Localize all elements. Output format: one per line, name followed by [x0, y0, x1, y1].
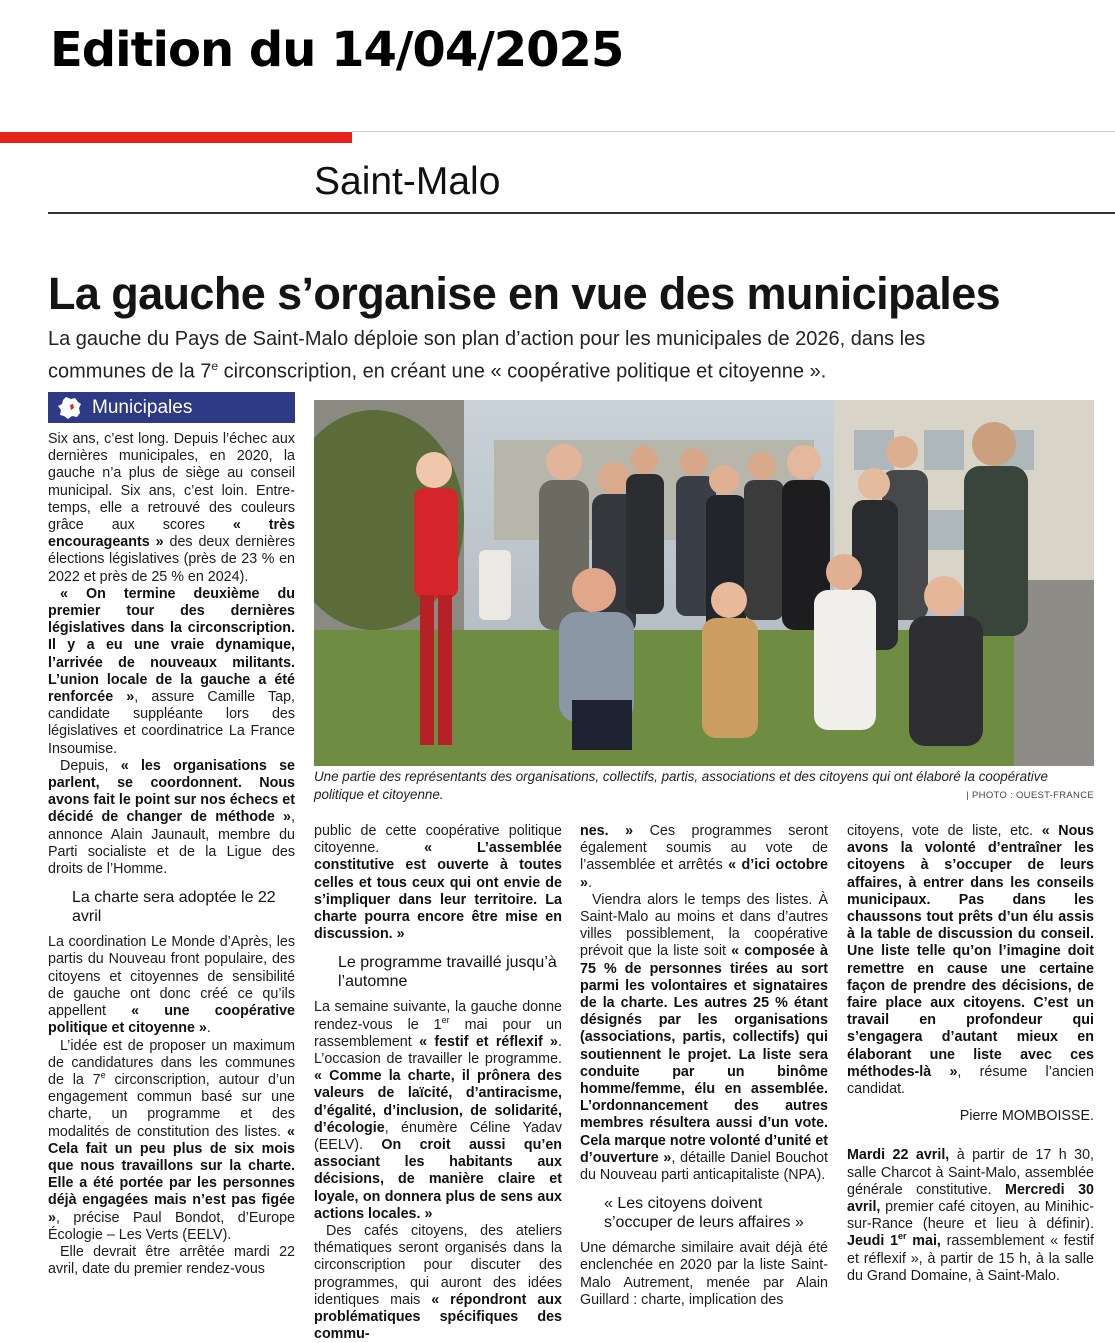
paragraph: citoyens, vote de liste, etc. « Nous avons la volonté d’entraîner les citoyens à s’occuper de leurs affaires, à entrer dans les conseils municipaux. Pas dans les chaussons tout prêts d’un élu assis à la table de discussion du conseil. Une liste telle qu’on l’imagine doit remettre en cause une certaine façon de prendre des décisions, de faire place aux citoyens. C’est un travail en profondeur qui s’engagera d’autant mieux en élaborant une liste avec ces méthodes-là », résume l’ancien candidat.	[847, 823, 1094, 1098]
paragraph: La coordination Le Monde d’Après, les partis du Nouveau front populaire, des citoyens et citoyennes de sensibilité de gauche ont donc créé ce qu’ils appellent « une coopérative politique et citoyenne ».	[48, 934, 295, 1037]
grey-rule	[352, 131, 1115, 132]
author-signature: Pierre MOMBOISSE.	[959, 1108, 1094, 1125]
subheading: Le programme travaillé jusqu’à l’automne	[338, 954, 557, 990]
paragraph: La semaine suivante, la gauche donne rendez-vous le 1er mai pour un rassemblement « festif et réflexif ». L’occasion de travailler le programme. « Comme la charte, il prônera des valeurs de laïcité, d’antiracisme, d’égalité, d’inclusion, de solidarité, d’écologie, énumère Céline Yadav (EELV). On croit aussi qu’en associant les habitants aux décisions, de manière claire et loyale, on donnera plus de sens aux actions locales. »	[314, 999, 563, 1222]
paragraph: Viendra alors le temps des listes. À Saint-Malo au moins et dans d’autres villes possiblement, la coopérative prévoit que la liste soit « composée à 75 % de personnes tirées au sort parmi les volontaires et signataires de la charte. Les autres 25 % étant désignés par les organisations (associations, partis, collectifs) qui soutiennent le projet. La liste sera conduite par un binôme homme/femme, élu en assemblée. L’ordonnancement des autres membres résultera aussi d’un vote. Cela marque notre volonté d’unité et d’ouverture », détaille Daniel Bouchot du Nouveau parti anticapitaliste (NPA).	[580, 891, 829, 1184]
section-rule	[48, 212, 1115, 214]
paragraph: Une démarche similaire avait déjà été enclenchée en 2020 par la liste Saint-Malo Autrement, menée par Alain Guillard : charte, implication des	[580, 1240, 828, 1308]
headline: La gauche s’organise en vue des municipales	[48, 268, 1001, 319]
group-photo-illustration	[314, 400, 1094, 766]
subheading: La charte sera adoptée le 22 avril	[72, 889, 276, 925]
photo-caption: Une partie des représentants des organisations, collectifs, partis, associations et des citoyens qui ont élaboré la coopérative politique et citoyenne.	[314, 769, 1048, 802]
article-column-2	[314, 823, 562, 1343]
paragraph: L’idée est de proposer un maximum de candidatures dans les communes de la 7e circonscription, autour d’un engagement commun basé sur une charte, un programme et des modalités de constitution des listes. « Cela fait un peu plus de six mois que nous travaillons sur la charte. Elle a été portée par les personnes déjà engagées mais n’est pas figée », précise Paul Bondot, d’Europe Écologie – Les Verts (EELV).	[48, 1037, 295, 1243]
paragraph: « On termine deuxième du premier tour des dernières législatives dans la circonscription. Il y a eu une vraie dynamique, l’arrivée de nouveaux militants. L’union locale de la gauche a été renforcée », assure Camille Tap, candidate suppléante lors des législatives et coordinatrice La France Insoumise.	[48, 585, 295, 757]
rubric-municipales	[48, 392, 295, 423]
paragraph: Elle devrait être arrêtée mardi 22 avril, date du premier rendez-vous	[48, 1243, 295, 1278]
paragraph: nes. » Ces programmes seront également soumis au vote de l’assemblée et arrêtés « d’ici octobre ».	[580, 823, 829, 891]
red-rule	[0, 132, 352, 143]
edition-date: Edition du 14/04/2025	[50, 22, 624, 78]
paragraph: Des cafés citoyens, des ateliers thématiques seront organisés dans la circonscription pour discuter des programmes, qui auront des idées identiques mais « répondront aux problématiques spécifiques des commu-	[314, 1223, 562, 1343]
section-title: Saint-Malo	[314, 160, 501, 203]
chapo: La gauche du Pays de Saint-Malo déploie son plan d’action pour les municipales de 2026, dans les communes de la 7e circonscription, en créant une « coopérative politique et citoyenne ».	[48, 328, 926, 383]
group-photo	[314, 400, 1094, 766]
paragraph: Depuis, « les organisations se parlent, se coordonnent. Nous avons fait le point sur nos échecs et décidé de changer de méthode », annonce Alain Jaunault, membre du Parti socialiste et de la Ligue des droits de l’Homme.	[48, 757, 296, 878]
article-column-1	[48, 431, 295, 1278]
article-column-4	[847, 823, 1094, 1285]
rubric-label: Municipales	[92, 396, 193, 418]
photo-credit: | PHOTO : OUEST-FRANCE	[966, 790, 1094, 801]
paragraph: Six ans, c’est long. Depuis l’échec aux dernières municipales, en 2020, la gauche n’a plus de siège au conseil municipal. Six ans, c’est loin. Entre-temps, elle a retrouvé des couleurs grâce aux scores « très encourageants » des deux dernières élections législatives (près de 23 % en 2022 et près de 25 % en 2024).	[48, 431, 295, 585]
subheading: « Les citoyens doivent s’occuper de leurs affaires »	[604, 1195, 804, 1231]
france-map-icon	[56, 395, 84, 421]
event-listing: Mardi 22 avril, à partir de 17 h 30, salle Charcot à Saint-Malo, assemblée générale constitutive. Mercredi 30 avril, premier café citoyen, au Minihic-sur-Rance (heure et lieu à définir). Jeudi 1er mai, rassemblement « festif et réflexif », à partir de 15 h, à la salle du Grand Domaine, à Saint-Malo.	[847, 1147, 1094, 1284]
paragraph: public de cette coopérative politique citoyenne. « L’assemblée constitutive est ouverte à toutes celles et tous ceux qui ont envie de s’impliquer dans leur territoire. La charte pourra encore être mise en discussion. »	[314, 823, 562, 943]
article-column-3	[580, 823, 828, 1309]
